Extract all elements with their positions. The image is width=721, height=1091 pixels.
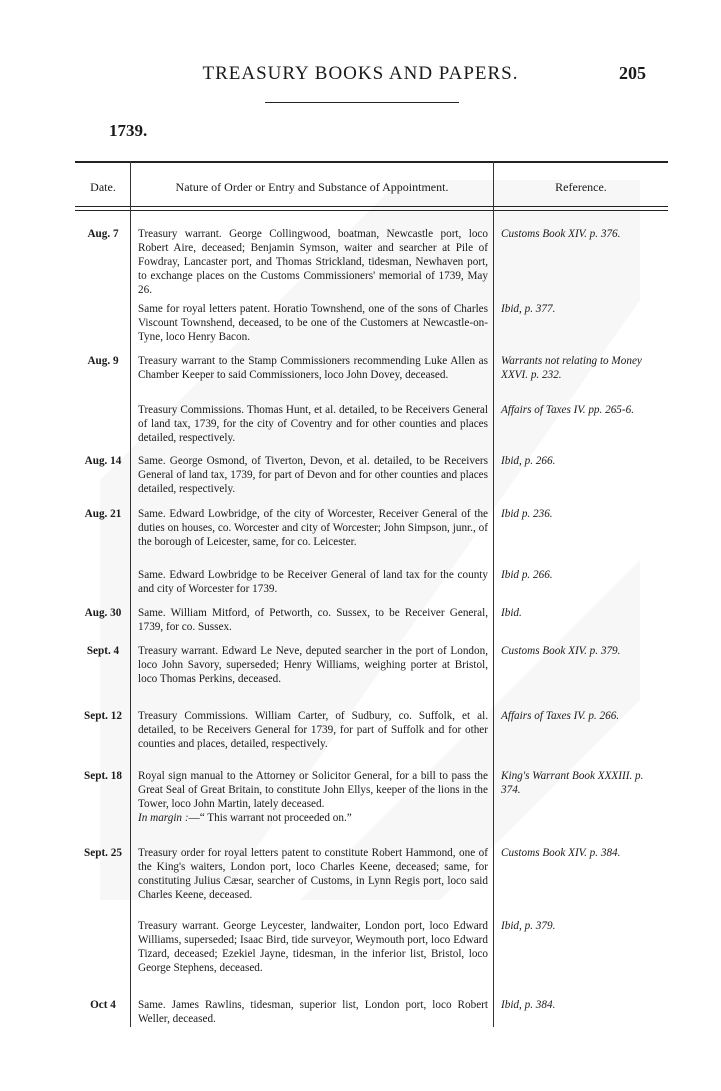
column-header-reference: Reference.: [555, 180, 607, 194]
entry-date: Oct 4: [90, 999, 116, 1011]
entry-nature: Same for royal letters patent. Horatio Townshend, one of the sons of Charles Viscount Townshend, deceased, to be one of the Customers at Newcastle-on-Tyne, loco Henry Bacon.: [138, 303, 488, 343]
entry-date: Sept. 25: [84, 847, 122, 859]
entry-reference: Affairs of Taxes IV. p. 266.: [501, 710, 620, 722]
entry-nature: Same. George Osmond, of Tiverton, Devon, et al. detailed, to be Receivers General of land tax, 1739, for part of Devon and for other counties and places detailed, respectively.: [138, 455, 488, 495]
entry-date: Aug. 9: [87, 355, 119, 367]
entry-date: Aug. 21: [84, 508, 122, 520]
entry-nature: Treasury warrant. Edward Le Neve, deputed searcher in the port of London, loco John Savory, superseded; Henry Williams, weighing porter at Bristol, loco Thomas Perkins, deceased.: [138, 645, 488, 685]
entry-date: Sept. 18: [84, 770, 122, 782]
page-number: 205: [619, 63, 646, 83]
year-heading: 1739.: [109, 121, 148, 140]
entry-nature: Treasury warrant to the Stamp Commissioners recommending Luke Allen as Chamber Keeper to said Commissioners, loco John Dovey, deceased.: [138, 355, 488, 381]
entry-reference: Ibid, p. 384.: [501, 999, 556, 1011]
entry-nature: Treasury Commissions. Thomas Hunt, et al. detailed, to be Receivers General of land tax, 1739, for the city of Coventry and for other counties and places detailed, respectively.: [138, 404, 488, 444]
column-header-nature: Nature of Order or Entry and Substance of Appointment.: [175, 180, 449, 194]
entry-reference: Ibid, p. 377.: [501, 303, 556, 315]
running-header-title: TREASURY BOOKS AND PAPERS.: [202, 63, 519, 84]
entry-nature: Same. James Rawlins, tidesman, superior list, London port, loco Robert Weller, deceased.: [138, 999, 488, 1025]
entry-reference: Customs Book XIV. p. 384.: [501, 847, 621, 859]
entry-reference: Customs Book XIV. p. 376.: [501, 228, 621, 240]
entry-nature: Treasury warrant. George Collingwood, boatman, Newcastle port, loco Robert Aire, deceased; Benjamin Symson, waiter and searcher at Pile of Fowdray, Lancaster port, and Thomas Strickland, tidesman, Newhaven port, to exchange places on the Customs Commissioners' memorial of 1739, May 26.: [138, 228, 488, 296]
entry-reference: Ibid p. 266.: [501, 569, 553, 581]
entry-date: Sept. 12: [84, 710, 122, 722]
entry-nature: Treasury order for royal letters patent to constitute Robert Hammond, one of the King's waiters, London port, loco Charles Keene, deceased; same, for constituting Julius Cæsar, searcher of Customs, in Lynn Regis port, loco said Charles Keene, deceased.: [138, 847, 488, 901]
entry-nature: Treasury warrant. George Leycester, landwaiter, London port, loco Edward Williams, superseded; Isaac Bird, tide surveyor, Weymouth port, loco Edward Tizard, deceased; Ezekiel Jayne, tidesman, in the inferior list, Bristol, loco George Stephens, deceased.: [138, 920, 488, 974]
entry-nature-text: Royal sign manual to the Attorney or Solicitor General, for a bill to pass the Great Seal of Great Britain, to constitute John Ellys, keeper of the lions in the Tower, loco John Martin, lately deceased.: [138, 770, 488, 810]
entry-nature: Same. Edward Lowbridge to be Receiver General of land tax for the county and city of Worcester for 1739.: [138, 569, 488, 595]
margin-label: In margin :: [138, 811, 189, 824]
margin-note: —“ This warrant not proceeded on.”: [188, 811, 352, 824]
entry-date: Sept. 4: [86, 645, 120, 657]
entry-nature: Treasury Commissions. William Carter, of Sudbury, co. Suffolk, et al. detailed, to be Receivers General for 1739, for part of Suffolk and for other counties and places, detailed, respectively.: [138, 710, 488, 750]
entry-reference: Ibid p. 236.: [501, 508, 553, 520]
entry-reference: Ibid.: [501, 607, 522, 619]
entry-nature: Same. Edward Lowbridge, of the city of Worcester, Receiver General of the duties on houses, co. Worcester and city of Worcester; John Simpson, junr., of the borough of Leicester, same, for co. Leicester.: [138, 508, 488, 548]
entry-reference: Customs Book XIV. p. 379.: [501, 645, 621, 657]
entry-reference: Warrants not relating to Money XXVI. p. 232.: [501, 355, 642, 381]
entry-nature: [138, 770, 488, 826]
entry-date: Aug. 30: [84, 607, 122, 619]
column-header-date: Date.: [90, 180, 116, 194]
entry-reference: King's Warrant Book XXXIII. p. 374.: [501, 770, 644, 796]
entry-reference: Ibid, p. 266.: [501, 455, 556, 467]
entry-date: Aug. 7: [87, 228, 119, 240]
entry-reference: Ibid, p. 379.: [501, 920, 556, 932]
entry-reference: Affairs of Taxes IV. pp. 265-6.: [501, 404, 635, 416]
entry-date: Aug. 14: [84, 455, 122, 467]
entry-nature: Same. William Mitford, of Petworth, co. Sussex, to be Receiver General, 1739, for co. Sussex.: [138, 607, 488, 633]
